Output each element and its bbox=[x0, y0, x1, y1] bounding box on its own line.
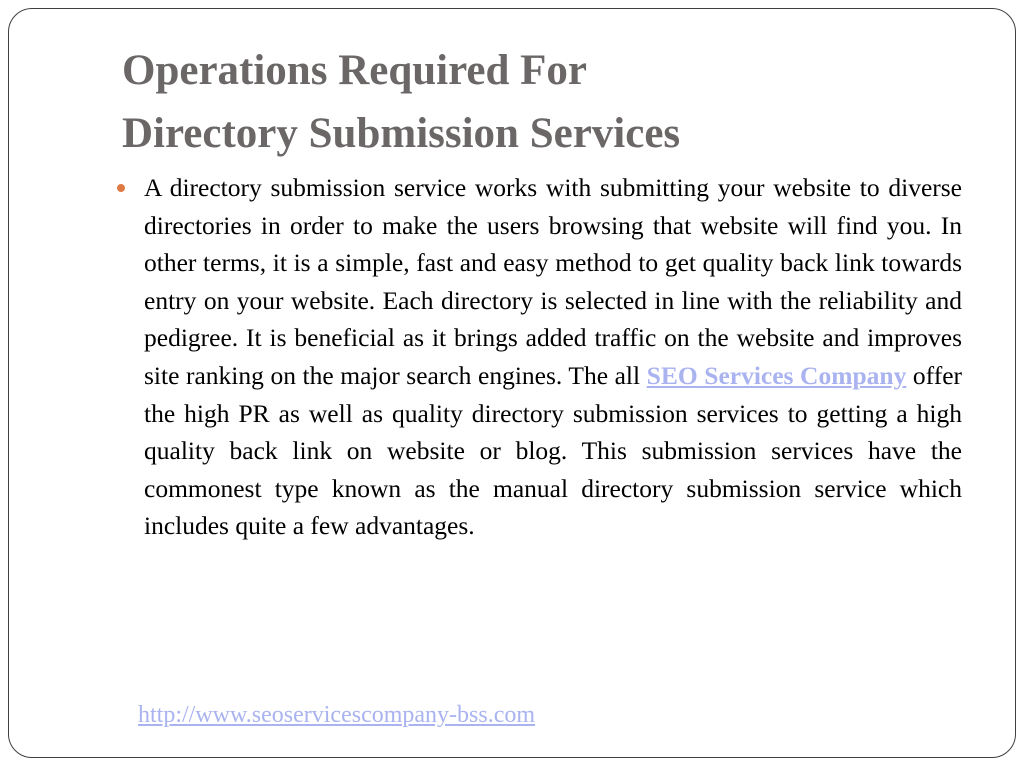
body-paragraph bbox=[144, 169, 962, 545]
bullet-dot-icon bbox=[117, 184, 125, 192]
slide-title-line-2: Directory Submission Services bbox=[122, 110, 681, 157]
paragraph-text-before-link: A directory submission service works with submitting your website to diverse directories in order to make the users browsing that website will find you. In other terms, it is a simple, fast and easy method to get quality back link towards entry on your website. Each directory is selected in line with the reliability and pedigree. It is beneficial as it brings added traffic on the website and improves site ranking on the major search engines. The all bbox=[144, 173, 962, 390]
paragraph-text-after-link: offer the high PR as well as quality directory submission services to getting a high quality back link on website or blog. This submission services have the commonest type known as the manual directory submission service which includes quite a few advantages. bbox=[144, 360, 963, 541]
footer-url-link[interactable]: http://www.seoservicescompany-bss.com bbox=[138, 702, 536, 728]
slide-title bbox=[122, 39, 982, 165]
seo-services-company-link[interactable]: SEO Services Company bbox=[646, 360, 907, 390]
slide-title-line-1: Operations Required For bbox=[122, 47, 588, 94]
